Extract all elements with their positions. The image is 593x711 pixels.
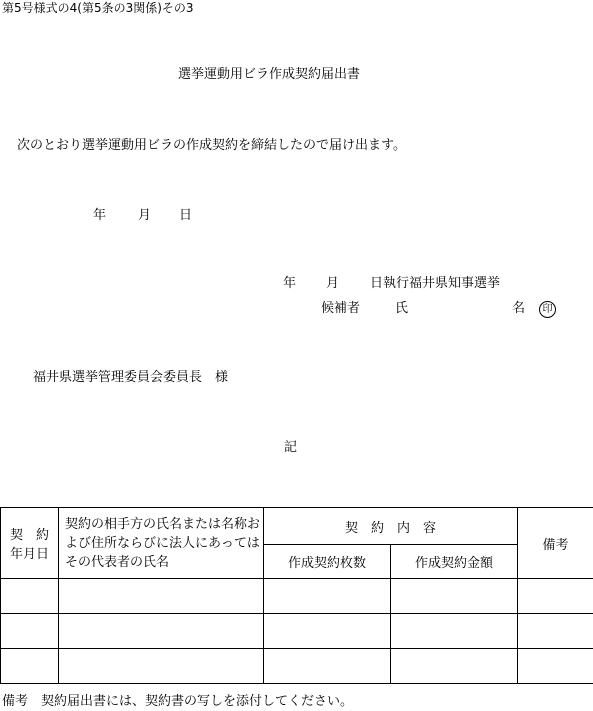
intro-text: 次のとおり選挙運動用ビラの作成契約を締結したので届け出ます。 <box>17 138 406 153</box>
table-row <box>1 579 593 614</box>
candidate-surname-label: 氏 <box>395 301 409 316</box>
row-count-cell[interactable] <box>264 649 391 684</box>
contract-table <box>0 507 593 684</box>
header-contract-date <box>1 508 59 579</box>
election-year-label: 年 <box>283 276 297 291</box>
header-contract-contents: 契 約 内 容 <box>264 508 518 545</box>
row-party-cell[interactable] <box>59 614 264 649</box>
remarks-note: 備考 契約届出書には、契約書の写しを添付してください。 <box>2 694 354 709</box>
row-count-cell[interactable] <box>264 579 391 614</box>
form-number: 第5号様式の4(第5条の3関係)その3 <box>2 1 194 15</box>
row-amount-cell[interactable] <box>391 614 518 649</box>
seal-mark: 印 <box>539 301 556 318</box>
document-title: 選挙運動用ビラ作成契約届出書 <box>178 67 361 82</box>
addressee: 福井県選挙管理委員会委員長 様 <box>33 370 229 385</box>
header-contract-date-line1: 契 約 <box>9 528 49 543</box>
election-date <box>0 276 593 292</box>
election-month-label: 月 <box>326 276 340 291</box>
election-name: 日執行福井県知事選挙 <box>370 276 501 291</box>
row-amount-cell[interactable] <box>391 579 518 614</box>
ki-heading: 記 <box>284 440 298 455</box>
candidate-name-label: 名 <box>512 301 526 316</box>
row-remarks-cell[interactable] <box>518 649 593 684</box>
header-contract-amount: 作成契約金額 <box>391 545 518 579</box>
row-date-cell[interactable] <box>1 614 59 649</box>
row-count-cell[interactable] <box>264 614 391 649</box>
row-date-cell[interactable] <box>1 649 59 684</box>
submit-year-label: 年 <box>93 208 107 223</box>
row-remarks-cell[interactable] <box>518 614 593 649</box>
header-contract-party-text: 契約の相手方の氏名または名称および住所ならびに法人にあってはその代表者の氏名 <box>65 516 261 570</box>
header-remarks: 備考 <box>518 508 593 579</box>
row-remarks-cell[interactable] <box>518 579 593 614</box>
table-row <box>1 614 593 649</box>
header-contract-count: 作成契約枚数 <box>264 545 391 579</box>
candidate-row <box>0 301 593 319</box>
table-row <box>1 649 593 684</box>
submit-month-label: 月 <box>138 208 152 223</box>
row-party-cell[interactable] <box>59 579 264 614</box>
row-date-cell[interactable] <box>1 579 59 614</box>
submission-date <box>0 208 593 224</box>
row-party-cell[interactable] <box>59 649 264 684</box>
candidate-label: 候補者 <box>321 301 361 316</box>
row-amount-cell[interactable] <box>391 649 518 684</box>
header-contract-date-line2: 年月日 <box>9 547 49 562</box>
header-contract-party <box>59 508 264 579</box>
submit-day-label: 日 <box>179 208 193 223</box>
